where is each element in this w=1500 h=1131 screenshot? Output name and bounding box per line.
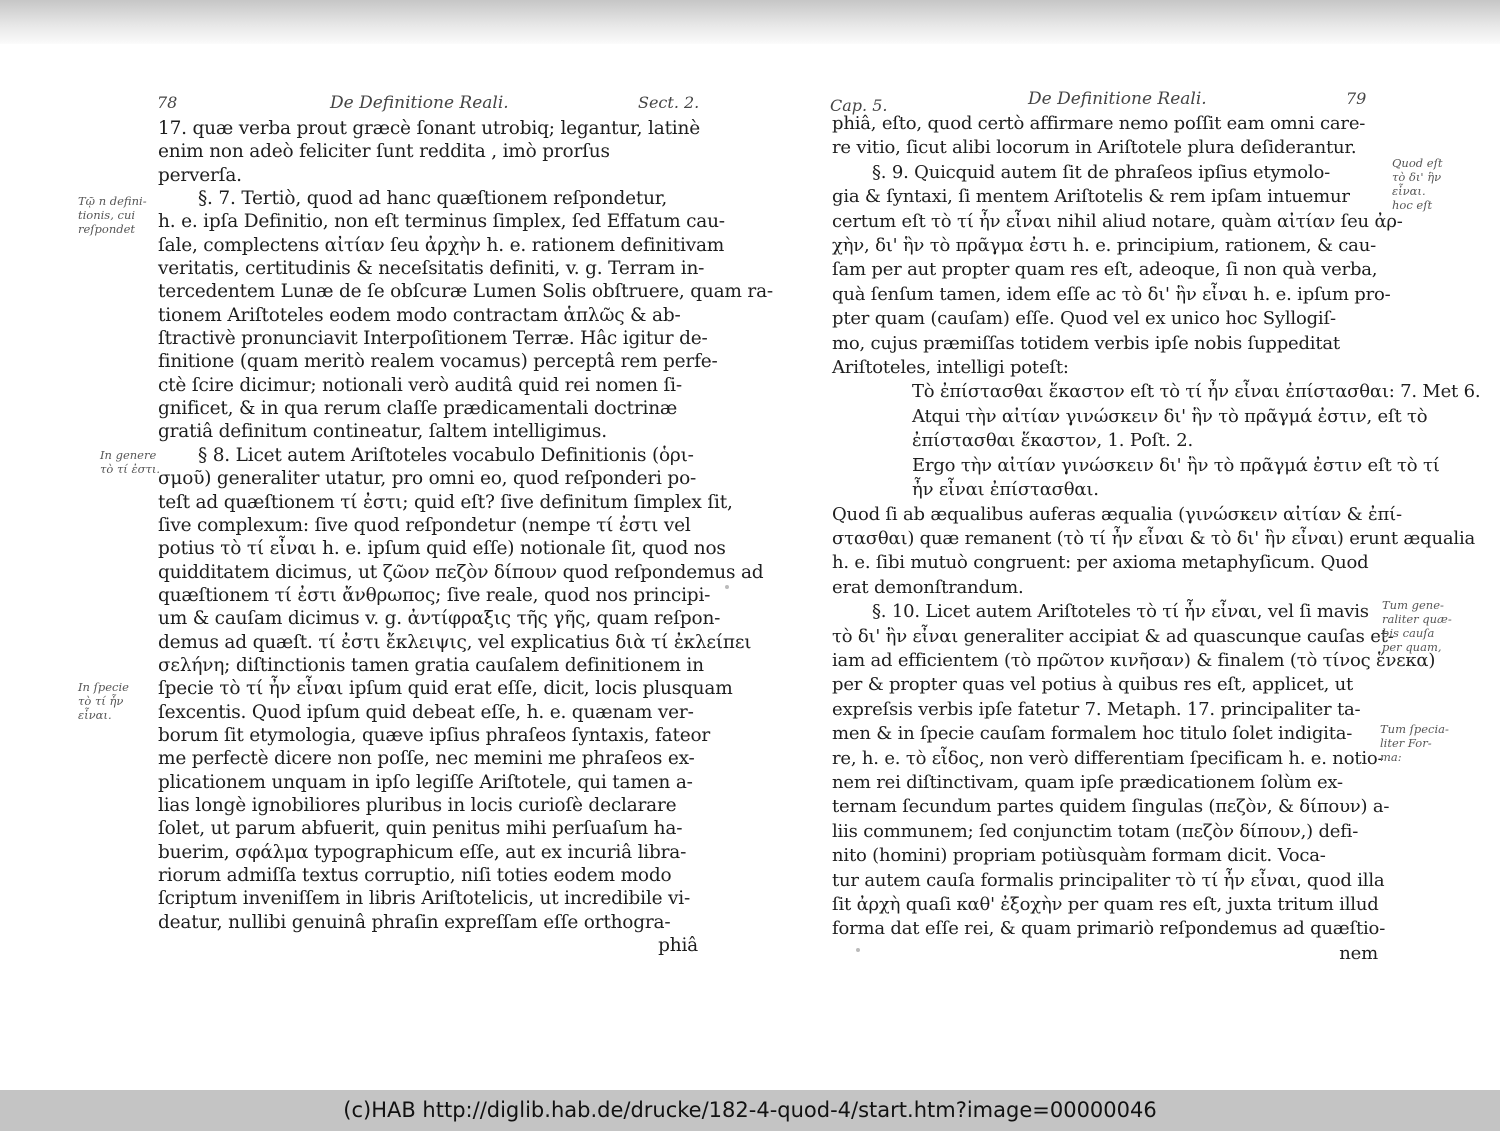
left-line: quidditatem dicimus, ut ζῶον πεζὸν δίπουν quod reſpondemus ad [158,561,764,583]
left-line: tercedentem Lunæ de ſe obſcuræ Lumen Solis obſtruere, quam ra- [158,281,773,303]
left-line: σμοῦ) generaliter utatur, pro omni eo, quod reſponderi po- [158,468,697,490]
left-line: ſolet, ut parum abfuerit, quin penitus mihi perſuaſum ha- [158,818,683,840]
right-line: ſit ἀρχὴ quaſi καθ' ἐξοχὴν per quam res eſt, juxta tritum illud [832,894,1379,915]
left-line: lias longè ignobiliores pluribus in locis curioſè declarare [158,794,677,816]
right-line: forma dat eſſe rei, & quam primariò reſpondemus ad quæſtio- [832,918,1386,940]
right-line: re vitio, ſicut alibi locorum in Ariſtotele plura deſiderantur. [832,137,1357,159]
right-line: re, h. e. τὸ εἶδος, non verò differentiam ſpecificam h. e. notio- [832,747,1384,769]
right-line: quà ſenſum tamen, idem eſſe ac τὸ δι' ἣν εἶναι h. e. ipſum pro- [832,283,1391,305]
right-line: erat demonſtrandum. [832,576,1024,598]
right-line: certum eſt τὸ τί ἦν εἶναι nihil aliud notare, quàm αἰτίαν ſeu ἀρ- [832,210,1403,232]
right-line: gia & ſyntaxi, ſi mentem Ariſtotelis & rem ipſam intuemur [832,186,1350,208]
right-chapter-label: Cap. 5. [830,96,888,115]
left-line: enim non adeò feliciter ſunt reddita , imò prorſus [158,141,610,163]
right-line: phiâ, eſto, quod certò affirmare nemo poſſit eam omni care- [832,113,1366,134]
right-line: ſam per aut propter quam res eſt, adeoque, ſi non quà verba, [832,259,1378,281]
right-line: nem rei diſtinctivam, quam ipſe prædicationem ſolùm ex- [832,771,1343,793]
right-syllogism-line: ἐπίστασθαι ἕκαστον, 1. Poſt. 2. [912,430,1193,452]
left-line: finitione (quam meritò realem vocamus) perceptâ rem perfe- [158,351,718,373]
right-line: tur autem cauſa formalis principaliter τὸ τί ἦν εἶναι, quod illa [832,869,1385,891]
left-line: ſpecie τὸ τί ἦν εἶναι ipſum quid erat eſſe, dicit, locis plusquam [158,678,733,700]
right-margin-note: Tum ſpecia- liter For- ma: [1380,722,1449,764]
footer-credit-text: (c)HAB http://diglib.hab.de/drucke/182-4-quod-4/start.htm?image=00000046 [343,1098,1157,1122]
right-line: h. e. ſibi mutuò congruent: per axioma metaphyſicum. Quod [832,552,1369,574]
right-line: στασθαι) quæ remanent (τὸ τί ἦν εἶναι & τὸ δι' ἣν εἶναι) erunt æqualia [832,527,1476,549]
right-text-block [832,112,1480,966]
left-margin-note: Τῷ n defini- tionis, cui reſpondet [78,194,147,236]
left-line: σελήνη; diſtinctionis tamen gratia cauſalem definitionem in [158,654,704,676]
left-section-label: Sect. 2. [638,93,700,112]
right-line: χὴν, δι' ἣν τὸ πρᾶγμα ἐστι h. e. principium, rationem, & cau- [832,235,1376,257]
right-line: mo, cujus præmiſſas totidem verbis ipſe nobis ſuppeditat [832,332,1340,354]
right-catchword: nem [1339,942,1378,964]
right-line: §. 9. Quicquid autem ſit de phraſeos ipſius etymolo- [872,161,1330,183]
left-margin-note: In ſpecie τὸ τί ἦν εἶναι. [78,680,129,722]
left-line: riorum admiſſa textus corruptio, niſi toties eodem modo [158,865,672,886]
left-line: me perfectè dicere non poſſe, nec memini me phraſeos ex- [158,748,695,770]
gutter-speck [725,585,729,589]
left-line: deatur, nullibi genuinâ phraſin expreſſam eſſe orthogra- [158,911,671,933]
left-line: ſtractivè pronunciavit Interpoſitionem Terræ. Hâc igitur de- [158,328,708,350]
right-margin-note: Quod eſt τὸ δι' ἣν εἶναι. hoc eſt [1392,156,1443,212]
right-syllogism-line: Atqui τὴν αἰτίαν γινώσκειν δι' ἣν τὸ πρᾶγμά ἐστιν, eſt τὸ [912,405,1428,427]
right-page-number: 79 [1346,89,1367,108]
right-line: iam ad efficientem (τὸ πρῶτον κινῆσαν) & finalem (τὸ τίνος ἕνεκα) [832,649,1436,671]
scan-top-shadow [0,0,1500,44]
left-line: ſale, complectens αἰτίαν ſeu ἀρχὴν h. e. rationem definitivam [158,234,725,256]
left-line: h. e. ipſa Definitio, non eſt terminus ſimplex, ſed Effatum cau- [158,211,725,233]
right-line: per & propter quas vel potius à quibus res eſt, applicet, ut [832,674,1354,696]
left-text-block [158,117,773,957]
left-line: potius τὸ τί εἶναι h. e. ipſum quid eſſe) notionale ſit, quod nos [158,538,726,560]
left-line: veritatis, certitudinis & neceſsitatis definiti, v. g. Terram in- [158,258,705,280]
left-line: teſt ad quæſtionem τί ἐστι; quid eſt? ſive definitum ſimplex ſit, [158,491,733,513]
left-line: ſcriptum inveniſſem in libris Ariſtotelicis, ut incredibile vi- [158,888,691,910]
left-line: § 8. Licet autem Ariſtoteles vocabulo Definitionis (ὁρι- [198,444,694,466]
left-running-title: De Definitione Reali. [330,93,509,113]
right-line: ternam ſecundum partes quidem ſingulas (πεζὸν, & δίπουν) a- [832,796,1390,818]
right-syllogism-line: ἦν εἶναι ἐπίστασθαι. [912,479,1099,501]
left-line: buerim, σφάλμα typographicum eſſe, aut ex incuriâ libra- [158,841,687,863]
copyright-footer [0,1090,1500,1131]
right-line: τὸ δι' ἣν εἶναι generaliter accipiat & ad quascunque cauſas et- [832,625,1394,647]
left-line: §. 7. Tertiò, quod ad hanc quæſtionem reſpondetur, [198,188,668,210]
right-syllogism-line: Ergo τὴν αἰτίαν γινώσκειν δι' ἣν τὸ πρᾶγμά ἐστιν eſt τὸ τί [912,454,1440,476]
left-line: gnificet, & in qua rerum claſſe prædicamentali doctrinæ [158,398,678,420]
right-margin-note: Tum gene- raliter quæ- bis cauſa per quam, [1382,598,1452,654]
right-line: §. 10. Licet autem Ariſtoteles τὸ τί ἦν εἶναι, vel ſi mavis [872,601,1369,623]
right-line: liis communem; ſed conjunctim totam (πεζὸν δίπουν,) defi- [832,820,1359,842]
left-line: demus ad quæſt. τί ἐστι ἔκλειψις, vel explicatius διὰ τί ἐκλείπει [158,631,752,653]
right-line: nito (homini) propriam potiùsquàm formam dicit. Voca- [832,845,1326,867]
right-line: men & in ſpecie cauſam formalem hoc titulo ſolet indigita- [832,723,1353,745]
left-line: ſive complexum: ſive quod reſpondetur (nempe τί ἐστι vel [158,514,691,536]
left-page-number: 78 [157,93,178,112]
left-line: ctè ſcire dicimur; notionali verò auditâ quid rei nomen ſi- [158,374,682,396]
left-line: borum ſit etymologia, quæve ipſius phraſeos ſyntaxis, fateor [158,724,711,746]
left-margin-note: In genere τὸ τί ἐστι. [100,448,161,476]
right-syllogism-line: Τὸ ἐπίστασθαι ἕκαστον eſt τὸ τί ἦν εἶναι ἐπίστασθαι: 7. Met 6. [912,381,1481,403]
right-line: expreſsis verbis ipſe fatetur 7. Metaph. 17. principaliter ta- [832,698,1361,720]
left-line: 17. quæ verba prout græcè ſonant utrobiq; legantur, latinè [158,118,700,139]
left-line: ſexcentis. Quod ipſum quid debeat eſſe, h. e. quænam ver- [158,701,694,723]
right-running-title: De Definitione Reali. [1028,89,1207,109]
right-line: pter quam (cauſam) eſſe. Quod vel ex unico hoc Syllogiſ- [832,308,1336,330]
left-line: um & cauſam dicimus v. g. ἀντίφραξις τῆς γῆς, quam reſpon- [158,608,721,630]
left-line: perverſa. [158,164,242,186]
left-line: tionem Ariſtoteles eodem modo contractam ἁπλῶς & ab- [158,304,681,326]
left-line: quæſtionem τί ἐστι ἄνθρωπος; ſive reale, quod nos principi- [158,584,711,606]
right-line: Quod ſi ab æqualibus auferas æqualia (γινώσκειν αἰτίαν & ἐπί- [832,503,1402,525]
left-line: gratiâ definitum contineatur, ſaltem intelligimus. [158,421,607,443]
left-catchword: phiâ [658,935,698,957]
right-line: Ariſtoteles, intelligi poteſt: [832,357,1069,379]
left-line: plicationem unquam in ipſo legiſſe Ariſtotele, qui tamen a- [158,771,693,793]
